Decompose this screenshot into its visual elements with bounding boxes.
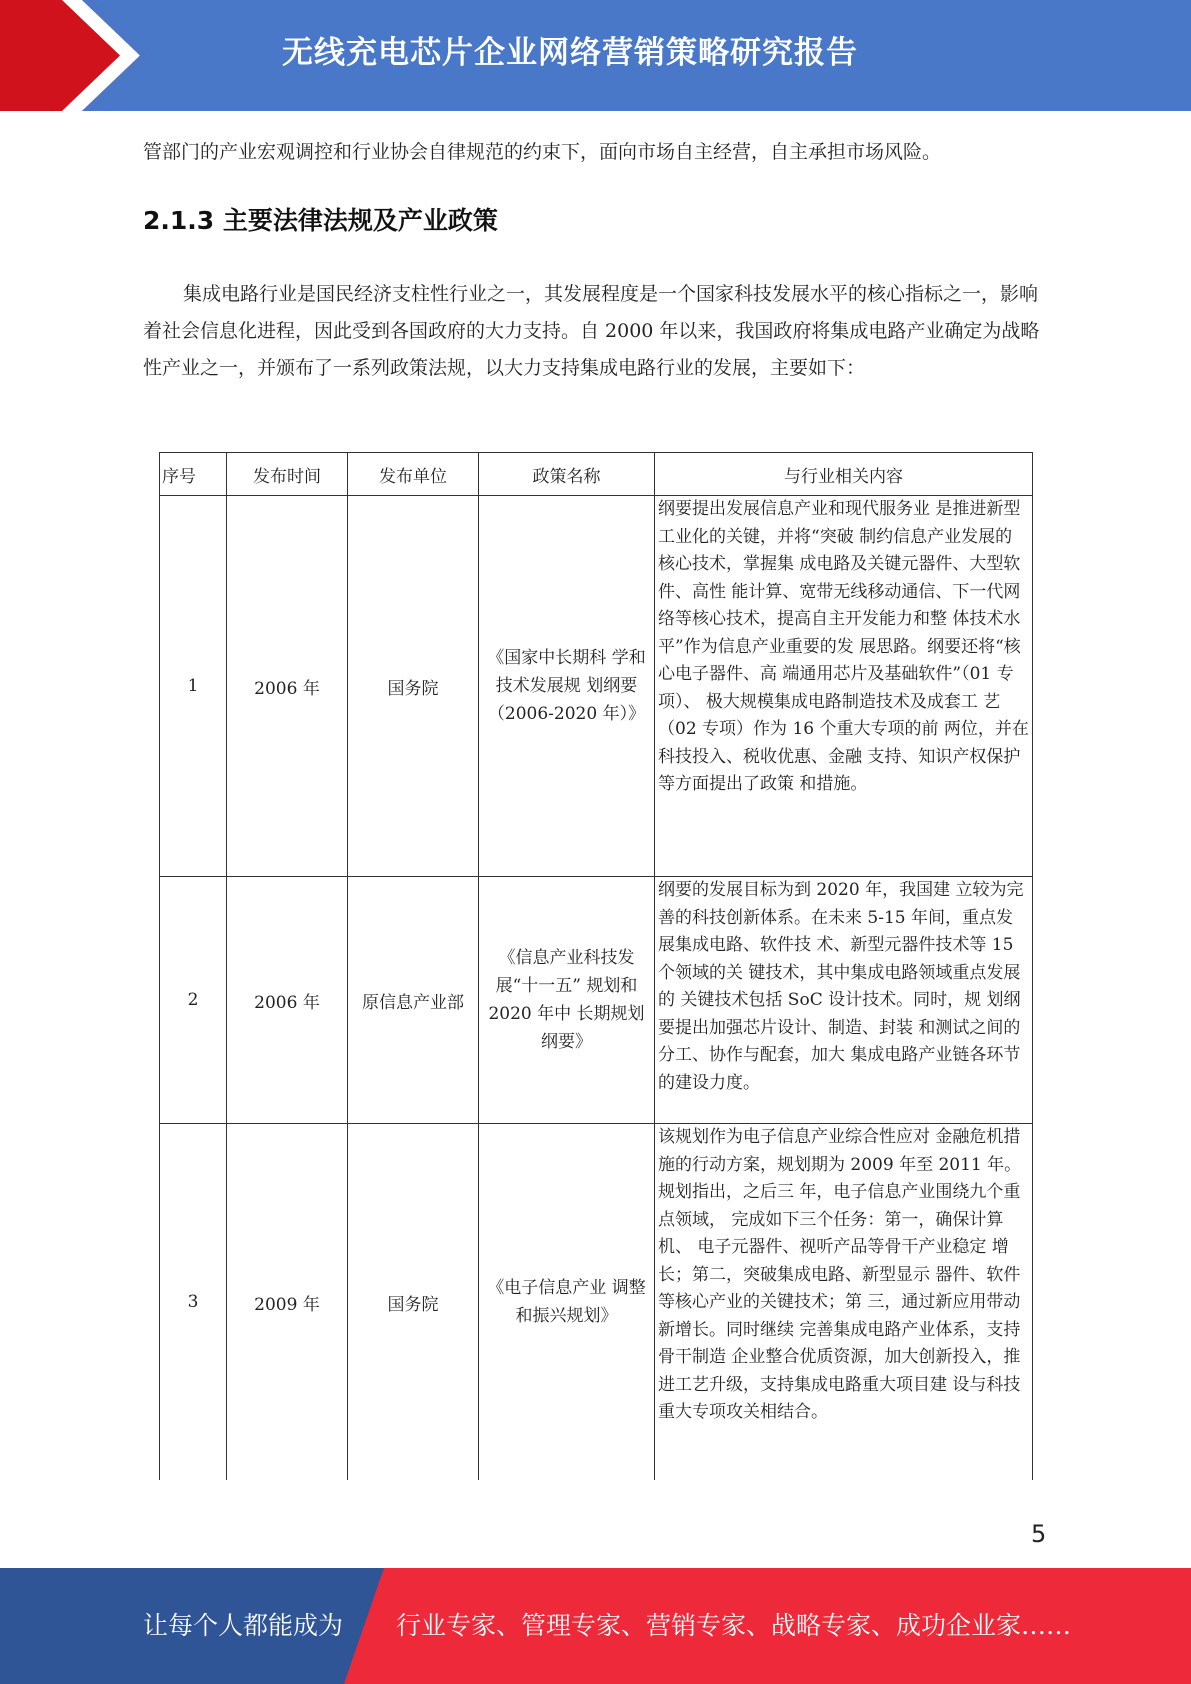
table-header-row	[160, 453, 1033, 496]
header-date: 发布时间	[227, 453, 348, 496]
header-no: 序号	[160, 453, 227, 496]
row-policy-name: 《国家中长期科 学和技术发展规 划纲要（2006-2020 年）》	[479, 496, 655, 877]
row-issuer: 国务院	[348, 496, 479, 877]
header-content: 与行业相关内容	[655, 453, 1033, 496]
row-content: 纲要的发展目标为到 2020 年，我国建 立较为完善的科技创新体系。在未来 5-15 年间，重点发展集成电路、软件技 术、新型元器件技术等 15 个领域的关 键技术，其中集成电路领域重点发展的 关键技术包括 SoC 设计技术。同时，规 划纲要提出加强芯片设计、制造、封装 和测试之间的分工、协作与配套，加大 集成电路产业链各环节的建设力度。	[655, 877, 1033, 1124]
page-header	[0, 0, 1191, 111]
header-policy: 政策名称	[479, 453, 655, 496]
row-number: 1	[160, 496, 227, 877]
row-date: 2009 年	[227, 1124, 348, 1481]
row-date: 2006 年	[227, 877, 348, 1124]
row-issuer: 原信息产业部	[348, 877, 479, 1124]
row-date: 2006 年	[227, 496, 348, 877]
intro-paragraph: 集成电路行业是国民经济支柱性行业之一，其发展程度是一个国家科技发展水平的核心指标之一，影响着社会信息化进程，因此受到各国政府的大力支持。自 2000 年以来，我国政府将集成电路产业确定为战略性产业之一，并颁布了一系列政策法规，以大力支持集成电路行业的发展，主要如下：	[143, 283, 1040, 379]
table-row	[160, 1124, 1033, 1481]
chevron-right-icon	[0, 0, 150, 111]
section-heading: 2.1.3 主要法律法规及产业政策	[143, 206, 498, 235]
footer-slogan-right: 行业专家、管理专家、营销专家、战略专家、成功企业家……	[396, 1611, 1072, 1640]
page-number: 5	[1031, 1520, 1047, 1548]
row-content: 该规划作为电子信息产业综合性应对 金融危机措施的行动方案，规划期为 2009 年至 2011 年。规划指出，之后三 年，电子信息产业围绕九个重点领域， 完成如下三个任务：第一，确保计算机、 电子元器件、视听产品等骨干产业稳定 增长；第二，突破集成电路、新型显示 器件、软件等核心产业的关键技术；第 三，通过新应用带动新增长。同时继续 完善集成电路产业体系，支持骨干制造 企业整合优质资源，加大创新投入，推 进工艺升级，支持集成电路重大项目建 设与科技重大专项攻关相结合。	[655, 1124, 1033, 1481]
continuation-paragraph: 管部门的产业宏观调控和行业协会自律规范的约束下，面向市场自主经营，自主承担市场风险。	[143, 141, 942, 163]
row-number: 2	[160, 877, 227, 1124]
table-row	[160, 496, 1033, 877]
table-row	[160, 877, 1033, 1124]
policy-table	[159, 452, 1033, 1480]
row-number: 3	[160, 1124, 227, 1481]
row-content: 纲要提出发展信息产业和现代服务业 是推进新型工业化的关键，并将“突破 制约信息产业发展的核心技术，掌握集 成电路及关键元器件、大型软件、高性 能计算、宽带无线移动通信、下一代网 络等核心技术，提高自主开发能力和整 体技术水平”作为信息产业重要的发 展思路。纲要还将“核心电子器件、高 端通用芯片及基础软件”（01 专项）、 极大规模集成电路制造技术及成套工 艺（02 专项）作为 16 个重大专项的前 两位，并在科技投入、税收优惠、金融 支持、知识产权保护等方面提出了政策 和措施。	[655, 496, 1033, 877]
header-issuer: 发布单位	[348, 453, 479, 496]
report-title: 无线充电芯片企业网络营销策略研究报告	[282, 35, 858, 71]
row-policy-name: 《信息产业科技发展“十一五” 规划和 2020 年中 长期规划纲要》	[479, 877, 655, 1124]
page-footer	[0, 1568, 1191, 1684]
row-policy-name: 《电子信息产业 调整和振兴规划》	[479, 1124, 655, 1481]
footer-slogan-left: 让每个人都能成为	[143, 1611, 344, 1640]
row-issuer: 国务院	[348, 1124, 479, 1481]
